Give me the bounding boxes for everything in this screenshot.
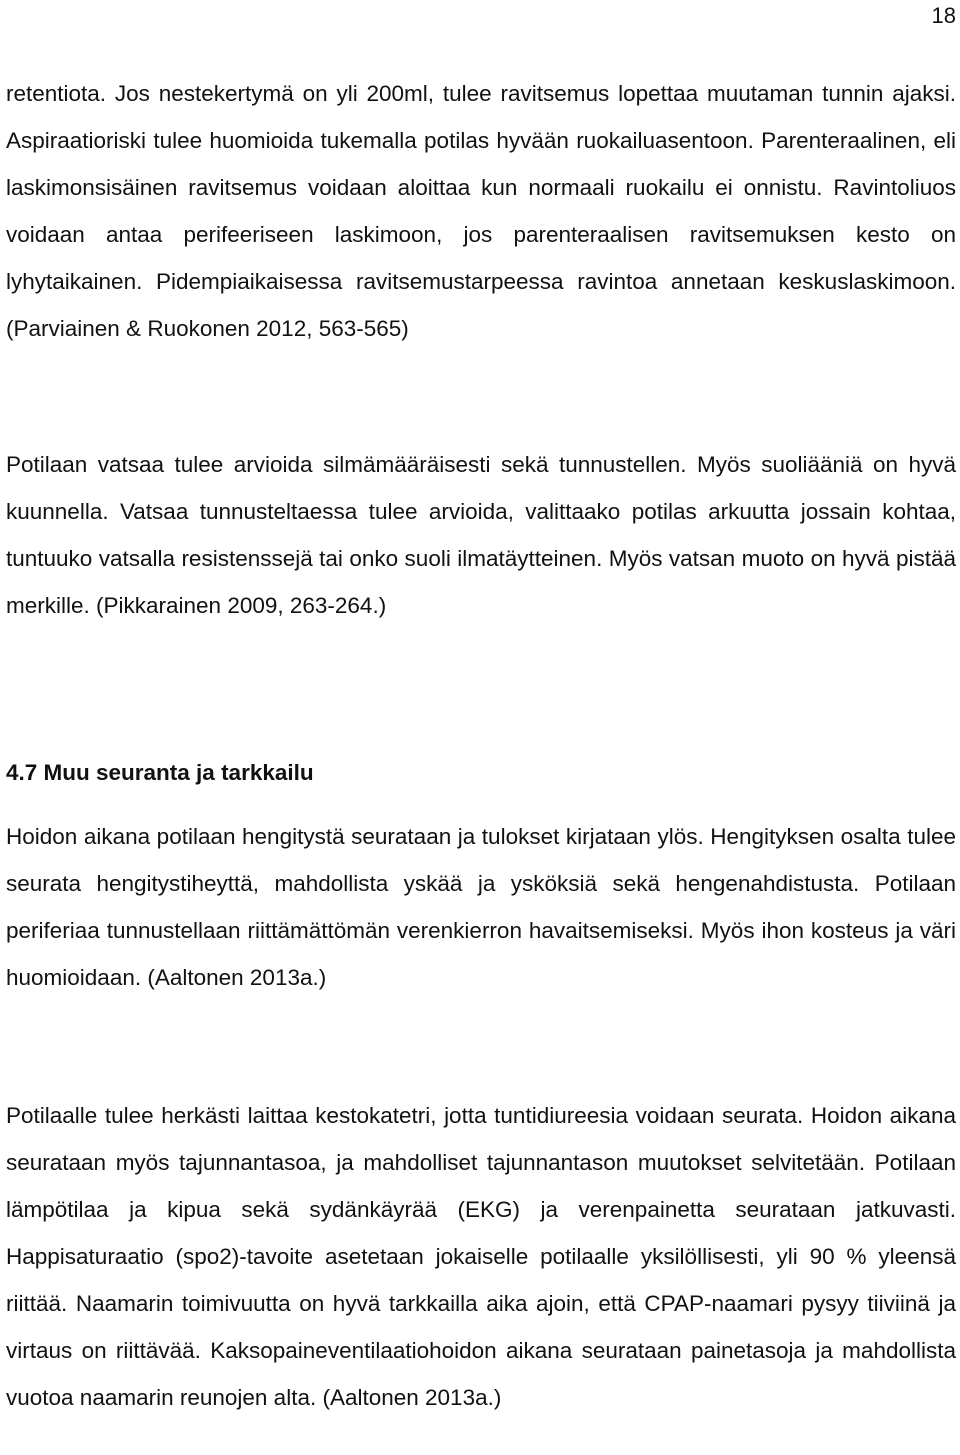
body-paragraph-nutrition: retentiota. Jos nestekertymä on yli 200ml, tulee ravitsemus lopettaa muutaman tunnin ajaksi. Aspiraatioriski tulee huomioida tukemalla potilas hyvään ruokailuasentoon. Parenteraalinen, eli laskimonsisäinen ravitsemus voidaan aloittaa kun normaali ruokailu ei onnistu. Ravintoliuos voidaan antaa perifeeriseen laskimoon, jos parenteraalisen ravitsemuksen kesto on lyhytaikainen. Pidempiaikaisessa ravitsemustarpeessa ravintoa annetaan keskuslaskimoon. (Parviainen & Ruokonen 2012, 563-565) (6, 81, 956, 341)
page-number: 18 (931, 3, 956, 28)
body-paragraph-breathing: Hoidon aikana potilaan hengitystä seurataan ja tulokset kirjataan ylös. Hengityksen osalta tulee seurata hengitystiheyttä, mahdollista yskää ja ysköksiä sekä hengenahdistusta. Potilaan periferiaa tunnustellaan riittämättömän verenkierron havaitsemiseksi. Myös ihon kosteus ja väri huomioidaan. (Aaltonen 2013a.) (6, 824, 956, 990)
body-paragraph-monitoring: Potilaalle tulee herkästi laittaa kestokatetri, jotta tuntidiureesia voidaan seurata. Hoidon aikana seurataan myös tajunnantasoa, ja mahdolliset tajunnantason muutokset selvitetään. Potilaan lämpötilaa ja kipua sekä sydänkäyrää (EKG) ja verenpainetta seurataan jatkuvasti. Happisaturaatio (spo2)-tavoite asetetaan jokaiselle potilaalle yksilöllisesti, yli 90 % yleensä riittää. Naamarin toimivuutta on hyvä tarkkailla aika ajoin, että CPAP-naamari pysyy tiiviinä ja virtaus on riittävää. Kaksopaineventilaatiohoidon aikana seurataan painetasoja ja mahdollista vuotoa naamarin reunojen alta. (Aaltonen 2013a.) (6, 1103, 956, 1410)
body-paragraph-abdomen: Potilaan vatsaa tulee arvioida silmämääräisesti sekä tunnustellen. Myös suoliääniä on hyvä kuunnella. Vatsaa tunnusteltaessa tulee arvioida, valittaako potilas arkuutta jossain kohtaa, tuntuuko vatsalla resistenssejä tai onko suoli ilmatäytteinen. Myös vatsan muoto on hyvä pistää merkille. (Pikkarainen 2009, 263-264.) (6, 452, 956, 618)
section-heading: 4.7 Muu seuranta ja tarkkailu (6, 760, 314, 785)
